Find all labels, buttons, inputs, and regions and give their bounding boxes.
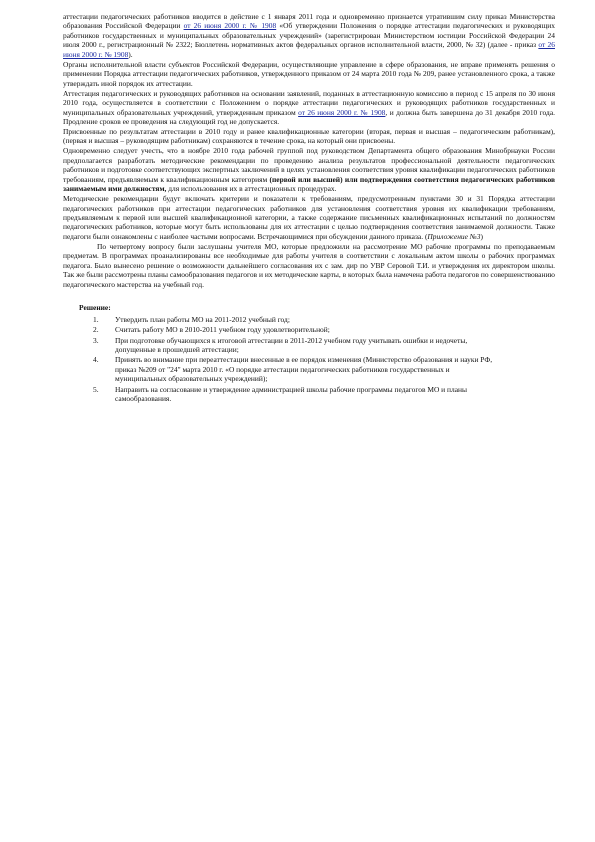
paragraph-text: для использования их в аттестационных процедурах. bbox=[166, 184, 337, 194]
paragraph-regional-bodies: Органы исполнительной власти субъектов Российской Федерации, осуществляющие управление в сфере образования, не вправе применять решения о применении Порядка аттестации педагогических работников, утвержденного приказом от 24 марта 2010 года № 209, ранее установленного срока, а также утверждать иной порядок их аттестации. bbox=[63, 59, 555, 88]
order-link[interactable]: от 26 июня 2000 г. № 1908 bbox=[298, 107, 386, 117]
list-item-text: Утвердить план работы МО на 2011-2012 учебный год; bbox=[115, 314, 290, 324]
list-number: 4. bbox=[93, 355, 99, 365]
list-item-text: При подготовке обучающихся к итоговой аттестации в 2011-2012 учебном году учитывать ошибки и недочеты, допущенные в прошедшей аттестации; bbox=[115, 335, 468, 354]
paragraph-text: «Об утверждении Положения о порядке аттестации педагогических и руководящих работников государственных и муниципальных образовательных учреждений» (зарегистрирован Министерством юстиции Российской Федерации 24 июля 2000 г., регистрационный № 2322; Бюллетень нормативных актов федеральных органов исполнительной власти, 2000, № 32) (далее - приказ bbox=[63, 21, 555, 50]
list-item bbox=[93, 335, 555, 355]
paragraph-text: Одновременно следует учесть, что в ноябре 2010 года рабочей группой под руководством Департамента общего образования Минобрнауки России предполагается разработать методические рекомендации по проведению анализа результатов профессиональной деятельности педагогических работников и подготовке соответствующих экспертных заключений в целях установления соответствия уровня квалификации педагогических работников требованиям, предъявляемым к квалификационным категориям bbox=[63, 146, 555, 184]
bold-text: (первой или высшей) или подтверждения соответствия педагогических работников занимаемым ими должностям, bbox=[63, 174, 556, 194]
paragraph-order-effect bbox=[63, 12, 555, 59]
order-link[interactable]: от 26 июня 2000 г. № 1908 bbox=[63, 40, 555, 59]
list-item-text: Считать работу МО в 2010-2011 учебном году удовлетворительной; bbox=[115, 325, 330, 335]
document-page bbox=[63, 12, 555, 405]
paragraph-text: Аттестация педагогических и руководящих работников на основании заявлений, поданных в аттестационную комиссию в период с 15 апреля по 30 июня 2010 года, осуществляется в соответствии с Положением о порядке аттестации педагогических и руководящих работников государственных и муниципальных образовательных учреждений, утвержденным приказом bbox=[63, 88, 555, 117]
list-number: 3. bbox=[93, 335, 99, 345]
paragraph-text: , и должна быть завершена до 31 декабря 2010 года. Продление сроков ее проведения на следующий год не допускается. bbox=[63, 107, 555, 126]
list-number: 5. bbox=[93, 384, 99, 394]
list-item-text: Направить на согласование и утверждение администрацией школы рабочие программы педагогов МО и планы самообразования. bbox=[115, 384, 467, 404]
decision-list bbox=[63, 315, 555, 404]
list-number: 2. bbox=[93, 325, 99, 335]
paragraph-text: ) bbox=[480, 231, 484, 241]
list-item bbox=[93, 325, 555, 335]
list-item bbox=[93, 384, 555, 404]
appendix-reference: Приложение №3 bbox=[427, 231, 481, 241]
paragraph-fourth-question: По четвертому вопросу были заслушаны учителя МО, которые предложили на рассмотрение МО рабочие программы по преподаваемым предметам. В программах проанализированы все необходимые для работы учителя в соответствии с локальным актом школы о рабочих программах педагога. Было вынесено решение о возможности дальнейшего согласования их с зам. дир по УВР Серовой Т.И. и утверждения их директором школы. Так же были рассмотрены планы самообразования педагогов и их методические карты, в которых была намечена работа педагогов по совершенствованию педагогического мастерства на учебный год. bbox=[63, 241, 555, 289]
list-item bbox=[93, 314, 555, 324]
paragraph-text: ). bbox=[128, 49, 133, 59]
paragraph-text: аттестации педагогических работников вводится в действие с 1 января 2011 года и одновременно признается утратившим силу приказ Министерства образования Российской Федерации bbox=[63, 12, 555, 31]
list-item-text: Принять во внимание при переаттестации внесенные в ее порядок изменения (Министерство образования и науки РФ, приказ №209 от "24" марта 2010 г. «О порядке аттестации педагогических работников государственных и муниципальных образовательных учреждений); bbox=[115, 355, 493, 384]
paragraph-categories: Присвоенные по результатам аттестации в 2010 году и ранее квалификационные категории (вторая, первая и высшая – педагогическим работникам), (первая и высшая – руководящим работникам) сохраняются в течение срока, на который они присвоены. bbox=[63, 126, 555, 146]
order-link[interactable]: от 26 июня 2000 г. № 1908 bbox=[183, 21, 277, 31]
decision-heading: Решение: bbox=[79, 303, 111, 313]
paragraph-text: Методические рекомендации будут включать критерии и показатели к требованиям, предусмотренным пунктами 30 и 31 Порядка аттестации педагогических работников при аттестации педагогических работников для установления соответствия уровня их квалификации требованиям, предъявляемым к первой или высшей квалификационной категории, а также содержание письменных квалификационных испытаний по должностям педагогических работников, которые могут быть использованы для их аттестации с целью подтверждения соответствия занимаемой должности. Также педагоги были ознакомлены с наиболее частыми вопросами. Встречающимися при обсуждении данного приказа. ( bbox=[63, 194, 555, 241]
paragraph-attestation-period bbox=[63, 89, 555, 127]
paragraph-recommendations-dev bbox=[63, 146, 555, 193]
list-item bbox=[93, 355, 555, 384]
paragraph-recommendations-content bbox=[63, 194, 555, 241]
list-number: 1. bbox=[93, 314, 99, 324]
